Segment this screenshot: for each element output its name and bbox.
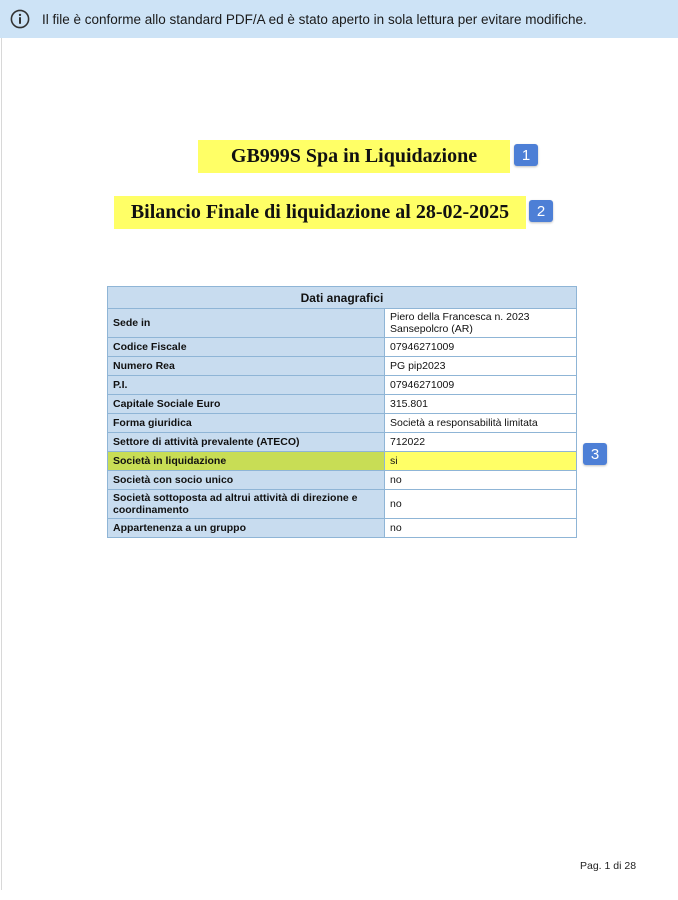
row-value: 315.801: [385, 395, 577, 414]
annotation-marker-1[interactable]: 1: [514, 144, 538, 166]
row-value: Piero della Francesca n. 2023 Sansepolcro (AR): [385, 309, 577, 338]
table-row: [108, 471, 577, 490]
row-value: 07946271009: [385, 376, 577, 395]
row-label: P.I.: [108, 376, 385, 395]
table-header: Dati anagrafici: [108, 287, 577, 309]
row-label: Società sottoposta ad altrui attività di direzione e coordinamento: [108, 490, 385, 519]
row-value: Società a responsabilità limitata: [385, 414, 577, 433]
annotation-marker-2[interactable]: 2: [529, 200, 553, 222]
row-value: 07946271009: [385, 338, 577, 357]
document-title: GB999S Spa in Liquidazione: [198, 140, 510, 173]
row-label: Numero Rea: [108, 357, 385, 376]
table-row: [108, 414, 577, 433]
row-label: Codice Fiscale: [108, 338, 385, 357]
row-label: Settore di attività prevalente (ATECO): [108, 433, 385, 452]
row-value: no: [385, 519, 577, 538]
page-number: Pag. 1 di 28: [580, 860, 637, 872]
row-value: no: [385, 490, 577, 519]
row-label: Capitale Sociale Euro: [108, 395, 385, 414]
table-row: [108, 309, 577, 338]
row-value: si: [385, 452, 577, 471]
table-row: [108, 519, 577, 538]
row-label: Società con socio unico: [108, 471, 385, 490]
row-value: PG pip2023: [385, 357, 577, 376]
row-value: 712022: [385, 433, 577, 452]
table-row: [108, 490, 577, 519]
row-label: Sede in: [108, 309, 385, 338]
pdfa-info-banner: [0, 0, 678, 38]
document-subtitle: Bilancio Finale di liquidazione al 28-02-2025: [114, 196, 526, 229]
row-label: Forma giuridica: [108, 414, 385, 433]
row-label: Appartenenza a un gruppo: [108, 519, 385, 538]
table-row: [108, 433, 577, 452]
banner-message: Il file è conforme allo standard PDF/A ed è stato aperto in sola lettura per evitare modifiche.: [42, 11, 587, 27]
annotation-marker-3[interactable]: 3: [583, 443, 607, 465]
row-value: no: [385, 471, 577, 490]
table-row-highlighted: [108, 452, 577, 471]
info-icon: [10, 9, 30, 29]
dati-anagrafici-table: [107, 286, 577, 538]
table-row: [108, 357, 577, 376]
table-row: [108, 338, 577, 357]
table-row: [108, 376, 577, 395]
table-row: [108, 395, 577, 414]
row-label: Società in liquidazione: [108, 452, 385, 471]
